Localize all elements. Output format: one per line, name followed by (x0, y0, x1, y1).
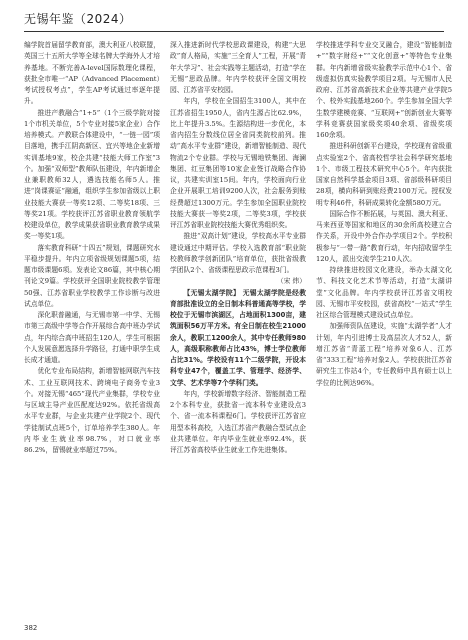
paragraph: 深化职普融通，与无锡市第一中学、无锡市第三高级中学等合作开展综合高中班办学试点，年内综合高中班招生120人，学生可根据个人发展意愿选择升学路径，打通中职学生成长成才通道。 (24, 311, 160, 364)
section-heading: 【无锡太湖学院】 无锡太湖学院是经教育部批准设立的全日制本科普通高等学校，学校位于无锡市滨湖区，占地面积1300亩，建筑面积56万平方米。有全日制在校生21000余人，教职工1200余人，其中专任教师980人，高级职称教师占比43%，博士学位教师占比31%。学校设有11个二级学院，开设本科专业47个，覆盖工学、管理学、经济学、文学、艺术学等7个学科门类。 (170, 288, 306, 387)
paragraph: 编学院首届留学教育部，澳大利亚八校联盟，英国三十五所大学等全球名牌大学海外人才培养基地。不断完善A-level国际数理化课程，获批全市唯一“AP（Advanced Placement）考试授权考点”，学生AP考试通过率逐年提升。 (24, 41, 160, 106)
paragraph: 年内，学校在全国招生3100人，其中在江苏省招生1950人，省内生源占比62.9%，比上年提升3.5%。生源结构进一步优化，本省内招生分数线位居全省同类院校前列。推动“高水平专业群”建设，新增智能制造、现代物流2个专业群。学校与无锡地铁集团、海澜集团、红豆集团等10家企业签订战略合作协议，共建实训室15间。年内，学校面向行业企业开展职工培训9200人次，社会服务到账经费超过1300万元。学生参加全国职业院校技能大赛获一等奖2项，二等奖3项，学校获评江苏省职业院校技能大赛优秀组织奖。 (170, 97, 306, 229)
header-rule (24, 31, 444, 32)
paragraph: 年内，学校新增数字经济、智能制造工程2个本科专业，获批省一流本科专业建设点3个、省一流本科课程6门。学校获评江苏省应用型本科高校，入选江苏省产教融合型试点企业共建单位。年内毕业生就业率92.4%，获评江苏省高校毕业生就业工作先进集体。 (170, 389, 306, 454)
text-column-2 (170, 40, 306, 614)
author-signature: （宋 炜） (276, 277, 306, 286)
section-paragraph (170, 288, 306, 389)
text-column-3 (316, 40, 452, 614)
paragraph: 学校推进学科专业交叉融合，建设“智能制造+”“数字财经+”“文化创意+”等特色专业集群。年内新增省级实验教学示范中心1个、省级虚拟仿真实验教学项目2项。与无锡市人民政府、江苏省高新技术企业等共建产业学院5个、校外实践基地260个。学生参加全国大学生数学建模竞赛、“互联网+”创新创业大赛等学科竞赛获国家级奖项40余项、省级奖项160余项。 (316, 41, 452, 139)
paragraph: 推进产教融合“1+5”（1个三级学院对接1个市机关单位，5个专业对接5家企业）合作培养模式。产教联合体建设中，“一链一园”项目落地，携手江阴高新区、宜兴等地企业新增实训基地9家，校企共建“技能大师工作室”3个。加强“双师型”教师队伍建设，年内新增企业兼职教师32人，遴选技能名师5人。推进“岗课赛证”融通，组织学生参加省级以上职业技能大赛获一等奖12项、二等奖18项、三等奖21项。学校获评江苏省职业教育领航学校建设单位，教学成果获省职业教育教学成果奖一等奖1项。 (24, 108, 160, 241)
paragraph: 深入推进新时代学校思政课建设，构建“大思政”育人格局，实施“三全育人”工程，开展“青年大学习”、社会实践等主题活动，打造“学在无锡”思政品牌。年内学校获评全国文明校园、江苏省平安校园。 (170, 41, 306, 94)
paragraph: 国际合作不断拓展，与英国、澳大利亚、马来西亚等国家和地区的30余所高校建立合作关系，开设中外合作办学项目2个。学校积极参与“一带一路”教育行动，年内招收留学生120人，派出交流学生210人次。 (316, 209, 452, 263)
text-column-1 (24, 40, 160, 614)
body-columns (24, 40, 454, 614)
paragraph: 推进“双高计划”建设，学校高水平专业群建设通过中期评估。学校入选教育部“职业院校教师教学创新团队”培育单位，获批省级教学团队2个、省级课程思政示范课程3门。 (170, 232, 306, 274)
header-title: 无锡年鉴（2024） (24, 12, 132, 26)
paragraph: 优化专业布局结构，新增智能网联汽车技术、工业互联网技术、跨境电子商务专业3个。对接无锡“465”现代产业集群，学校专业与区域主导产业匹配度达92%。依托省级高水平专业群，与企业共建产业学院2个、现代学徒制试点班5个，订单培养学生380人。年内毕业生就业率98.7%，对口就业率86.2%，留锡就业率超过75%。 (24, 367, 160, 454)
paragraph: 推进科研创新平台建设，学校现有省级重点实验室2个、省高校哲学社会科学研究基地1个、市级工程技术研究中心5个。年内获批国家自然科学基金项目3项、省部级科研项目28项，横向科研到账经费2100万元。授权发明专利46件，科研成果转化金额580万元。 (316, 142, 452, 207)
running-header (24, 10, 444, 32)
page-number: 382 (24, 624, 38, 632)
paragraph: 持续推进校园文化建设，举办太湖文化节、科技文化艺术节等活动，打造“太湖讲堂”文化品牌。年内学校获评江苏省文明校园、无锡市平安校园，获省高校“一站式”学生社区综合管理模式建设试点单位。 (316, 266, 452, 319)
paragraph: 加强师资队伍建设，实施“太湖学者”人才计划，年内引进博士及高层次人才52人，新增江苏省“青蓝工程”培养对象6人、江苏省“333工程”培养对象2人。学校获批江苏省研究生工作站4个，专任教师中具有硕士以上学位的比例达96%。 (316, 322, 452, 387)
paragraph: 落实教育科研“十四五”规划，课题研究水平稳步提升。年内立项省级规划课题5项，结题市级课题6项。发表论文86篇，其中核心期刊论文9篇。学校获评全国职业院校教学管理50强、江苏省职业学校教学工作诊断与改进试点单位。 (24, 243, 160, 308)
